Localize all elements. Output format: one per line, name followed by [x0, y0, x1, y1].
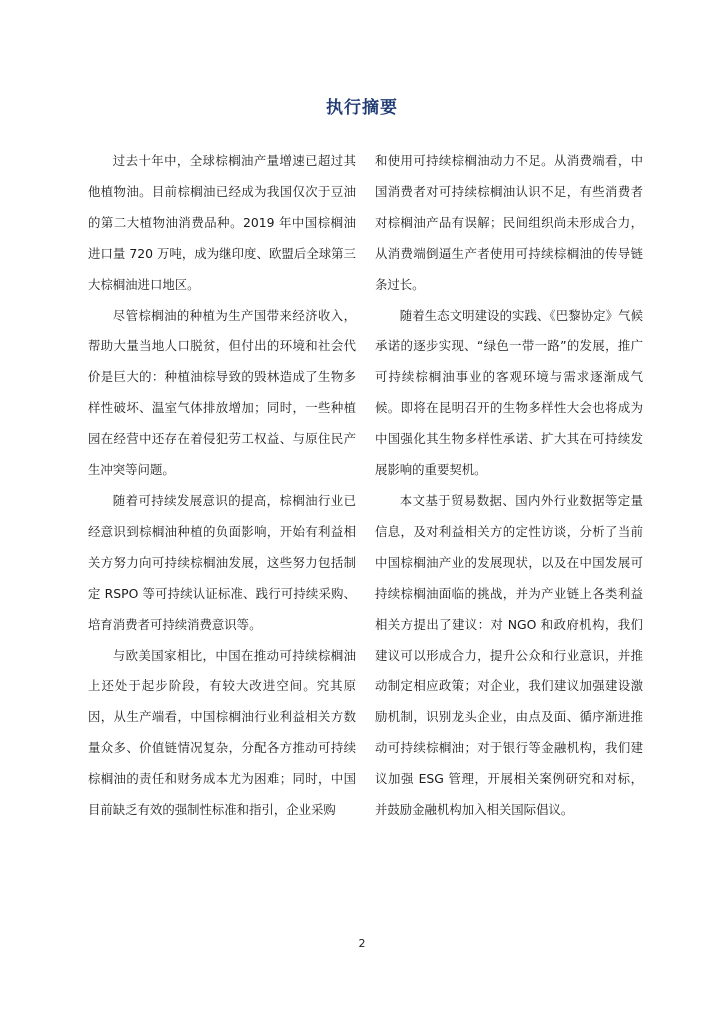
paragraph: 尽管棕榈油的种植为生产国带来经济收入，帮助大量当地人口脱贫，但付出的环境和社会代价是巨大的：种植油棕导致的毁林造成了生物多样性破坏、温室气体排放增加；同时，一些种植园在经营中还存在着侵犯劳工权益、与原住民产生冲突等问题。: [88, 307, 356, 478]
page-number: 2: [358, 937, 366, 950]
paragraph: 与欧美国家相比，中国在推动可持续棕榈油上还处于起步阶段，有较大改进空间。究其原因，从生产端看，中国棕榈油行业利益相关方数量众多、价值链情况复杂，分配各方推动可持续棕榈油的责任和财务成本尤为困难；同时，中国目前缺乏有效的强制性标准和指引，企业采购: [88, 647, 356, 818]
paragraph: 本文基于贸易数据、国内外行业数据等定量信息，及对利益相关方的定性访谈，分析了当前中国棕榈油产业的发展现状，以及在中国发展可持续棕榈油面临的挑战，并为产业链上各类利益相关方提出了建议：对 NGO 和政府机构，我们建议可以形成合力，提升公众和行业意识，并推动制定相应政策；对企业，我们建议加强建设激励机制，识别龙头企业，由点及面、循序渐进推动可持续棕榈油；对于银行等金融机构，我们建议加强 ESG 管理，开展相关案例研究和对标，并鼓励金融机构加入相关国际倡议。: [375, 492, 643, 818]
paragraph-continued: 和使用可持续棕榈油动力不足。从消费端看，中国消费者对可持续棕榈油认识不足，有些消费者对棕榈油产品有误解；民间组织尚未形成合力，从消费端倒逼生产者使用可持续棕榈油的传导链条过长。: [375, 153, 643, 292]
paragraph: 过去十年中，全球棕榈油产量增速已超过其他植物油。目前棕榈油已经成为我国仅次于豆油的第二大植物油消费品种。2019 年中国棕榈油进口量 720 万吨，成为继印度、欧盟后全球第三大棕榈油进口地区。: [88, 153, 356, 292]
page-title: 执行摘要: [326, 98, 398, 118]
paragraph: 随着生态文明建设的实践、《巴黎协定》气候承诺的逐步实现、“绿色一带一路”的发展，推广可持续棕榈油事业的客观环境与需求逐渐成气候。即将在昆明召开的生物多样性大会也将成为中国强化其生物多样性承诺、扩大其在可持续发展影响的重要契机。: [375, 307, 643, 478]
left-column: [88, 146, 356, 826]
right-column: [375, 146, 643, 826]
paragraph: 随着可持续发展意识的提高，棕榈油行业已经意识到棕榈油种植的负面影响，开始有利益相关方努力向可持续棕榈油发展，这些努力包括制定 RSPO 等可持续认证标准、践行可持续采购、培育消费者可持续消费意识等。: [88, 492, 356, 632]
